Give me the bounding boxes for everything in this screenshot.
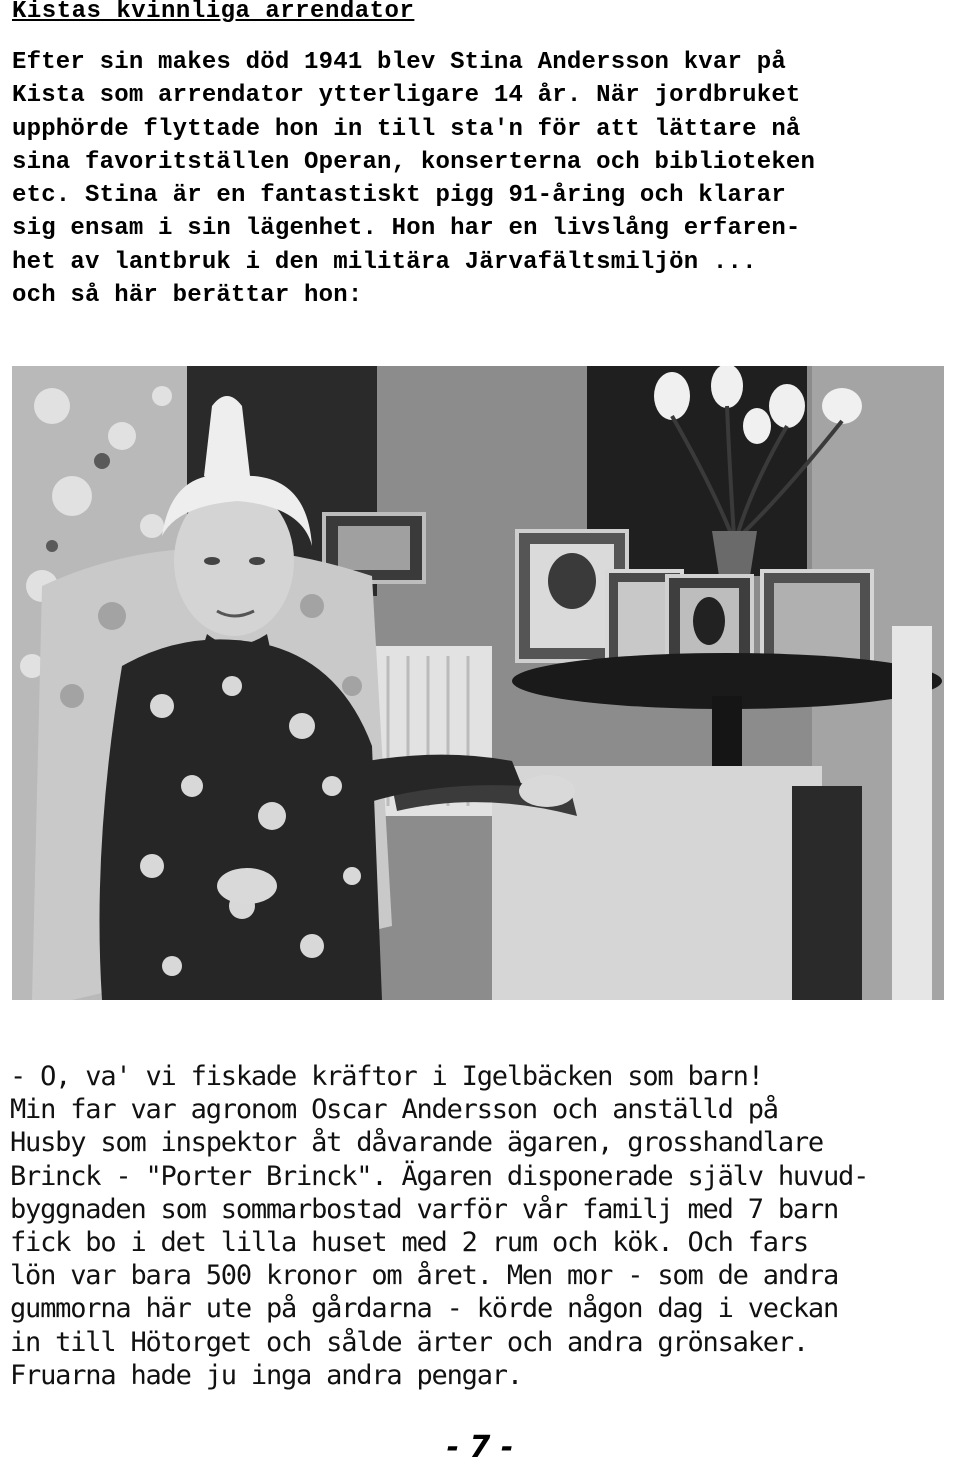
quote-line: Fruarna hade ju inga andra pengar.	[10, 1359, 522, 1391]
quote-line: Min far var agronom Oscar Andersson och anställd på	[10, 1094, 778, 1126]
page-title: Kistas kvinnliga arrendator	[12, 0, 415, 25]
quote-line: in till Hötorget och sålde ärter och andra grönsaker.	[10, 1326, 808, 1358]
intro-line: sig ensam i sin lägenhet. Hon har en livslång erfaren-	[12, 215, 801, 243]
quote-line: fick bo i det lilla huset med 2 rum och kök. Och fars	[10, 1227, 808, 1259]
quote-line: lön var bara 500 kronor om året. Men mor - som de andra	[10, 1260, 839, 1292]
intro-line: Kista som arrendator ytterligare 14 år. När jordbruket	[12, 82, 801, 110]
intro-line: sina favoritställen Operan, konserterna och biblioteken	[12, 148, 816, 176]
quote-paragraph	[10, 1060, 958, 1392]
intro-line: och så här berättar hon:	[12, 282, 363, 310]
page-number: - 7 -	[446, 1430, 514, 1465]
quote-line: Brinck - "Porter Brinck". Ägaren disponerade själv huvud-	[10, 1160, 869, 1192]
portrait-photo	[12, 366, 944, 1000]
quote-line: - O, va' vi fiskade kräftor i Igelbäcken som barn!	[10, 1061, 763, 1092]
quote-line: gummorna här ute på gårdarna - körde någon dag i veckan	[10, 1293, 839, 1325]
quote-line: byggnaden som sommarbostad varför vår familj med 7 barn	[10, 1193, 839, 1225]
portrait-photo-illustration	[12, 366, 944, 1000]
intro-line: etc. Stina är en fantastiskt pigg 91-åring och klarar	[12, 182, 786, 210]
quote-line: Husby som inspektor åt dåvarande ägaren, grosshandlare	[10, 1127, 823, 1159]
intro-line: upphörde flyttade hon in till sta'n för att lättare nå	[12, 115, 801, 143]
intro-line: Efter sin makes död 1941 blev Stina Andersson kvar på	[12, 49, 786, 76]
intro-line: het av lantbruk i den militära Järvafältsmiljön ...	[12, 248, 757, 276]
intro-paragraph	[12, 46, 952, 312]
